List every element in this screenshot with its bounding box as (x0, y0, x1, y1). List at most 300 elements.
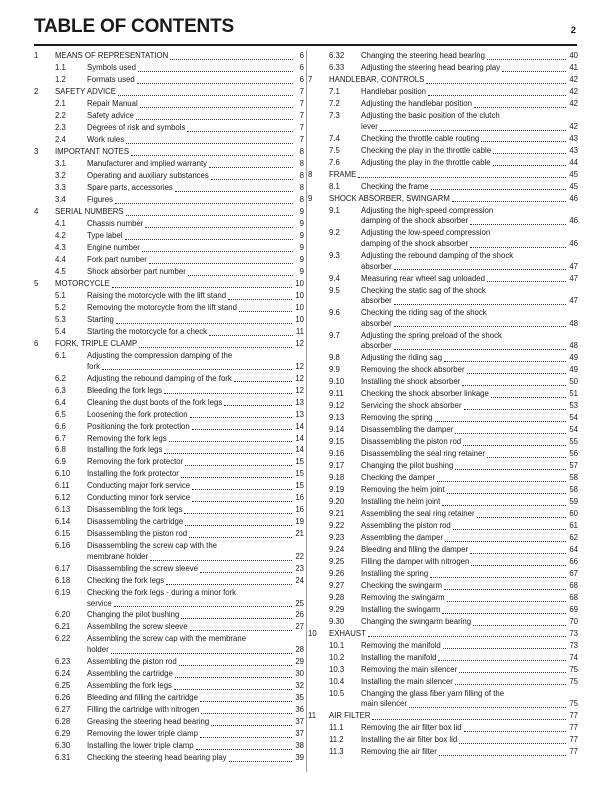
entry-title: Servicing the shock absorber (361, 401, 462, 411)
toc-section-entry[interactable] (308, 473, 578, 484)
dot-leader (136, 118, 293, 120)
entry-number: 5.1 (55, 291, 66, 301)
toc-section-entry[interactable] (34, 410, 304, 421)
entry-number: 9.21 (329, 509, 345, 519)
toc-section-entry[interactable] (34, 303, 304, 314)
entry-title-row (87, 63, 304, 74)
entry-title: Disassembling the cartridge (87, 517, 184, 527)
toc-section-entry[interactable] (34, 63, 304, 74)
entry-text (34, 541, 304, 562)
toc-section-entry[interactable] (308, 51, 578, 62)
entry-page: 59 (569, 497, 578, 507)
toc-section-entry[interactable] (34, 610, 304, 621)
entry-number: 6.7 (55, 433, 66, 443)
entry-page: 6 (299, 51, 304, 61)
toc-section-entry[interactable] (34, 729, 304, 740)
entry-page: 13 (295, 397, 304, 407)
entry-text (308, 308, 578, 329)
entry-title-row (87, 434, 304, 445)
entry-title-row (87, 243, 304, 254)
entry-text (34, 469, 304, 480)
entry-number: 6.33 (329, 63, 345, 73)
entry-title-row (87, 171, 304, 182)
toc-section-entry[interactable] (308, 389, 578, 400)
toc-section-entry[interactable] (34, 669, 304, 680)
entry-text (34, 51, 304, 62)
dot-leader (234, 380, 293, 382)
entry-text (34, 327, 304, 338)
toc-chapter-entry[interactable] (34, 339, 304, 350)
dot-leader (438, 659, 566, 661)
toc-column-right (308, 50, 578, 758)
entry-text (308, 665, 578, 676)
toc-section-entry[interactable] (308, 593, 578, 604)
toc-chapter-entry[interactable] (34, 87, 304, 98)
entry-text (34, 505, 304, 516)
entry-title-row (361, 51, 578, 62)
entry-text (308, 473, 578, 484)
toc-section-entry[interactable] (308, 557, 578, 568)
entry-title-row (87, 717, 304, 728)
toc-section-entry[interactable] (34, 481, 304, 492)
entry-number: 3.2 (55, 171, 66, 181)
entry-title: Assembling the screw sleeve (87, 622, 188, 632)
entry-title-row (361, 593, 578, 604)
toc-section-entry[interactable] (34, 517, 304, 528)
entry-title-line: Assembling the screw cap with the membrane (87, 634, 247, 644)
entry-text (308, 353, 578, 364)
entry-page: 15 (295, 481, 304, 491)
entry-number: 1.1 (55, 63, 66, 73)
entry-title: Bleeding and filling the damper (361, 545, 469, 554)
entry-title-row (87, 267, 304, 278)
entry-number: 6.8 (55, 445, 66, 455)
entry-title-row (87, 159, 304, 170)
entry-title: Removing the fork legs (87, 433, 167, 443)
entry-title-row (361, 473, 578, 484)
entry-number: 6.6 (55, 421, 66, 431)
toc-chapter-entry[interactable] (34, 147, 304, 158)
toc-section-entry[interactable] (308, 331, 578, 352)
entry-number: 4 (34, 207, 39, 217)
toc-chapter-entry[interactable] (308, 75, 578, 86)
toc-section-entry[interactable] (308, 461, 578, 472)
entry-page: 7 (299, 111, 304, 121)
entry-text (34, 171, 304, 182)
toc-section-entry[interactable] (308, 437, 578, 448)
entry-text (34, 99, 304, 110)
toc-section-entry[interactable] (34, 171, 304, 182)
dot-leader (188, 274, 293, 276)
entry-text (34, 207, 304, 218)
entry-number: 6.26 (55, 692, 71, 702)
entry-number: 6 (34, 339, 39, 349)
entry-text (34, 386, 304, 397)
dot-leader (409, 706, 566, 708)
entry-title-row (361, 747, 578, 758)
entry-text (308, 134, 578, 145)
toc-section-entry[interactable] (34, 717, 304, 728)
toc-chapter-entry[interactable] (34, 51, 304, 62)
toc-chapter-entry[interactable] (308, 711, 578, 722)
toc-section-entry[interactable] (308, 689, 578, 710)
toc-section-entry[interactable] (308, 111, 578, 132)
toc-section-entry[interactable] (34, 386, 304, 397)
entry-text (308, 377, 578, 388)
dot-leader (114, 605, 293, 607)
toc-section-entry[interactable] (34, 493, 304, 504)
toc-section-entry[interactable] (34, 183, 304, 194)
toc-section-entry[interactable] (308, 723, 578, 734)
toc-section-entry[interactable] (308, 617, 578, 628)
entry-number: 8 (308, 169, 313, 179)
toc-section-entry[interactable] (308, 521, 578, 532)
entry-page: 69 (569, 604, 578, 614)
dot-leader (200, 700, 292, 702)
toc-section-entry[interactable] (308, 99, 578, 110)
toc-section-entry[interactable] (308, 134, 578, 145)
toc-section-entry[interactable] (308, 353, 578, 364)
entry-title-row (361, 262, 578, 273)
toc-section-entry[interactable] (34, 434, 304, 445)
toc-chapter-entry[interactable] (34, 207, 304, 218)
toc-section-entry[interactable] (34, 588, 304, 609)
toc-section-entry[interactable] (34, 351, 304, 372)
toc-section-entry[interactable] (34, 243, 304, 254)
toc-section-entry[interactable] (308, 308, 578, 329)
entry-number: 7.2 (329, 99, 340, 109)
dot-leader (189, 536, 292, 538)
toc-section-entry[interactable] (34, 505, 304, 516)
entry-number: 9.29 (329, 604, 345, 614)
entry-title: Raising the motorcycle with the lift stand (87, 291, 227, 301)
toc-section-entry[interactable] (308, 146, 578, 157)
toc-section-entry[interactable] (308, 545, 578, 556)
entry-number: 6.23 (55, 657, 71, 667)
toc-section-entry[interactable] (34, 541, 304, 562)
toc-section-entry[interactable] (308, 569, 578, 580)
entry-title: service (87, 598, 112, 608)
dot-leader (224, 404, 292, 406)
entry-title-row (329, 194, 578, 205)
entry-title: lever (361, 121, 378, 131)
toc-section-entry[interactable] (34, 374, 304, 385)
toc-section-entry[interactable] (34, 398, 304, 409)
entry-page: 58 (569, 485, 578, 495)
toc-section-entry[interactable] (34, 231, 304, 242)
entry-text (34, 123, 304, 134)
toc-section-entry[interactable] (34, 195, 304, 206)
entry-title-row (87, 493, 304, 504)
entry-number: 3 (34, 147, 39, 157)
entry-number: 4.4 (55, 255, 66, 265)
entry-title: Removing the spring (361, 413, 433, 423)
entry-title-row (55, 339, 304, 350)
entry-number: 9.28 (329, 592, 345, 602)
toc-section-entry[interactable] (308, 63, 578, 74)
entry-title: Checking the damper (361, 473, 436, 483)
entry-page: 50 (569, 377, 578, 387)
entry-title-row (361, 735, 578, 746)
toc-section-entry[interactable] (34, 291, 304, 302)
entry-title-row (361, 158, 578, 169)
toc-section-entry[interactable] (308, 605, 578, 616)
entry-page: 8 (299, 159, 304, 169)
toc-section-entry[interactable] (34, 657, 304, 668)
entry-title: Handlebar position (361, 87, 427, 97)
dot-leader (459, 742, 566, 744)
dot-leader (394, 303, 567, 305)
entry-page: 43 (569, 133, 578, 143)
entry-number: 6.29 (55, 728, 71, 738)
entry-text (34, 279, 304, 290)
entry-page: 32 (295, 681, 304, 690)
entry-title: Checking the fork legs (87, 575, 165, 585)
entry-title: Starting the motorcycle for a check (87, 327, 208, 337)
toc-section-entry[interactable] (308, 228, 578, 249)
dot-leader (493, 164, 567, 166)
dot-leader (239, 310, 292, 312)
toc-section-entry[interactable] (308, 497, 578, 508)
entry-page: 14 (295, 433, 304, 443)
toc-section-entry[interactable] (308, 735, 578, 746)
toc-section-entry[interactable] (34, 576, 304, 587)
entry-title-row (87, 327, 304, 338)
toc-chapter-entry[interactable] (308, 194, 578, 205)
entry-title: Removing the shock absorber (361, 365, 465, 375)
entry-page: 38 (295, 740, 304, 750)
entry-title-row (87, 231, 304, 242)
entry-number: 9.30 (329, 616, 345, 626)
entry-page: 61 (569, 521, 578, 531)
dot-leader (209, 166, 293, 168)
entry-title: Repair Manual (87, 99, 138, 109)
entry-text (34, 588, 304, 609)
entry-title: Removing the swingarm (361, 592, 445, 602)
toc-section-entry[interactable] (308, 485, 578, 496)
entry-text (34, 634, 304, 655)
toc-chapter-entry[interactable] (34, 279, 304, 290)
entry-text (34, 493, 304, 504)
entry-text (308, 735, 578, 746)
toc-section-entry[interactable] (308, 677, 578, 688)
entry-title-row (87, 610, 304, 621)
toc-section-entry[interactable] (308, 509, 578, 520)
entry-title: Operating and auxiliary substances (87, 171, 209, 181)
entry-number: 11 (308, 711, 317, 721)
entry-text (34, 434, 304, 445)
toc-section-entry[interactable] (34, 422, 304, 433)
entry-title: Changing the swingarm bearing (361, 616, 472, 626)
toc-section-entry[interactable] (34, 741, 304, 752)
toc-section-entry[interactable] (308, 425, 578, 436)
entry-title: AIR FILTER (329, 711, 371, 721)
toc-section-entry[interactable] (34, 99, 304, 110)
entry-text (308, 331, 578, 352)
entry-number: 4.3 (55, 243, 66, 253)
dot-leader (430, 576, 566, 578)
entry-page: 14 (295, 421, 304, 431)
toc-section-entry[interactable] (34, 753, 304, 764)
dot-leader (229, 760, 293, 762)
toc-section-entry[interactable] (308, 533, 578, 544)
toc-chapter-entry[interactable] (308, 170, 578, 181)
dot-leader (125, 238, 293, 240)
toc-section-entry[interactable] (308, 449, 578, 460)
toc-section-entry[interactable] (34, 123, 304, 134)
entry-text (34, 610, 304, 621)
entry-number: 10.3 (329, 664, 345, 674)
toc-section-entry[interactable] (34, 693, 304, 704)
entry-page: 10 (295, 291, 304, 301)
entry-text (34, 183, 304, 194)
entry-page: 46 (569, 216, 578, 226)
toc-section-entry[interactable] (308, 377, 578, 388)
entry-text (308, 689, 578, 710)
toc-section-entry[interactable] (308, 158, 578, 169)
entry-title-row (87, 422, 304, 433)
toc-section-entry[interactable] (308, 365, 578, 376)
entry-title: Symbols used (87, 63, 136, 73)
entry-title-row (361, 353, 578, 364)
toc-section-entry[interactable] (34, 327, 304, 338)
toc-section-entry[interactable] (308, 182, 578, 193)
entry-title-row (87, 599, 304, 610)
entry-title: absorber (361, 341, 392, 351)
entry-title: Fork part number (87, 255, 147, 265)
entry-title-row (361, 605, 578, 616)
entry-page: 49 (569, 365, 578, 375)
toc-section-entry[interactable] (34, 457, 304, 468)
toc-section-entry[interactable] (34, 267, 304, 278)
entry-title-row (361, 653, 578, 664)
toc-section-entry[interactable] (308, 87, 578, 98)
entry-title-row (361, 99, 578, 110)
toc-section-entry[interactable] (34, 705, 304, 716)
toc-section-entry[interactable] (308, 401, 578, 412)
entry-text (34, 63, 304, 74)
toc-section-entry[interactable] (34, 564, 304, 575)
entry-number: 6.25 (55, 681, 71, 690)
entry-title-row (87, 552, 304, 563)
entry-title-row (87, 111, 304, 122)
toc-section-entry[interactable] (34, 135, 304, 146)
entry-text (308, 170, 578, 181)
toc-section-entry[interactable] (34, 622, 304, 633)
entry-page: 14 (295, 445, 304, 455)
header-rule (34, 44, 577, 46)
dot-leader (201, 712, 292, 714)
entry-page: 58 (569, 473, 578, 483)
toc-section-entry[interactable] (34, 445, 304, 456)
entry-page: 43 (569, 145, 578, 155)
entry-page: 45 (569, 181, 578, 191)
toc-section-entry[interactable] (308, 286, 578, 307)
entry-number: 7.6 (329, 157, 340, 167)
toc-section-entry[interactable] (34, 681, 304, 692)
toc-section-entry[interactable] (308, 747, 578, 758)
toc-section-entry[interactable] (308, 581, 578, 592)
entry-number: 11.1 (329, 723, 344, 733)
dot-leader (459, 671, 566, 673)
entry-title: IMPORTANT NOTES (55, 147, 130, 157)
entry-title: Checking the steering head bearing play (87, 752, 227, 762)
toc-section-entry[interactable] (308, 665, 578, 676)
dot-leader (487, 456, 566, 458)
dot-leader (487, 280, 566, 282)
toc-section-entry[interactable] (308, 274, 578, 285)
entry-page: 57 (569, 461, 578, 471)
dot-leader (115, 202, 293, 204)
toc-section-entry[interactable] (34, 219, 304, 230)
entry-number: 10 (308, 628, 317, 638)
entry-page: 10 (295, 279, 304, 289)
dot-leader (477, 516, 567, 518)
dot-leader (190, 629, 293, 631)
entry-page: 26 (295, 610, 304, 620)
toc-chapter-entry[interactable] (308, 629, 578, 640)
entry-page: 46 (569, 238, 578, 248)
entry-text (34, 529, 304, 540)
toc-section-entry[interactable] (34, 111, 304, 122)
entry-text (308, 251, 578, 272)
entry-title-row (87, 195, 304, 206)
entry-text (308, 711, 578, 722)
toc-section-entry[interactable] (34, 315, 304, 326)
entry-title: Installing the air filter box lid (361, 735, 458, 745)
entry-number: 9.5 (329, 285, 340, 295)
toc-section-entry[interactable] (34, 469, 304, 480)
entry-title: holder (87, 645, 109, 655)
toc-section-entry[interactable] (34, 255, 304, 266)
toc-section-entry[interactable] (308, 413, 578, 424)
dot-leader (473, 624, 566, 626)
entry-text (308, 425, 578, 436)
toc-section-entry[interactable] (308, 641, 578, 652)
entry-title: Disassembling the seal ring retainer (361, 449, 485, 459)
dot-leader (192, 500, 292, 502)
dot-leader (464, 408, 567, 410)
entry-title-row (87, 255, 304, 266)
entry-text (34, 351, 304, 372)
toc-section-entry[interactable] (34, 529, 304, 540)
dot-leader (372, 718, 566, 720)
dot-leader (140, 106, 293, 108)
entry-text (34, 87, 304, 98)
dot-leader (470, 246, 566, 248)
entry-page: 47 (569, 273, 578, 283)
toc-section-entry[interactable] (308, 251, 578, 272)
entry-text (308, 509, 578, 520)
entry-title: Installing the shock absorber (361, 377, 461, 387)
entry-text (308, 653, 578, 664)
entry-page: 47 (569, 261, 578, 271)
toc-section-entry[interactable] (34, 75, 304, 86)
entry-title-row (361, 341, 578, 352)
entry-title-line: Adjusting the rebound damping of the shock (361, 250, 514, 260)
toc-section-entry[interactable] (34, 159, 304, 170)
toc-section-entry[interactable] (308, 653, 578, 664)
entry-number: 6.13 (55, 505, 71, 515)
entry-number: 6.14 (55, 517, 71, 527)
entry-title: Disassembling the piston rod (361, 437, 462, 447)
toc-section-entry[interactable] (308, 206, 578, 227)
entry-title-row (329, 629, 578, 640)
entry-title: Installing the spring (361, 568, 429, 578)
entry-title-line: Adjusting the basic position of the clutch (361, 111, 500, 121)
dot-leader (175, 676, 293, 678)
toc-section-entry[interactable] (34, 634, 304, 655)
